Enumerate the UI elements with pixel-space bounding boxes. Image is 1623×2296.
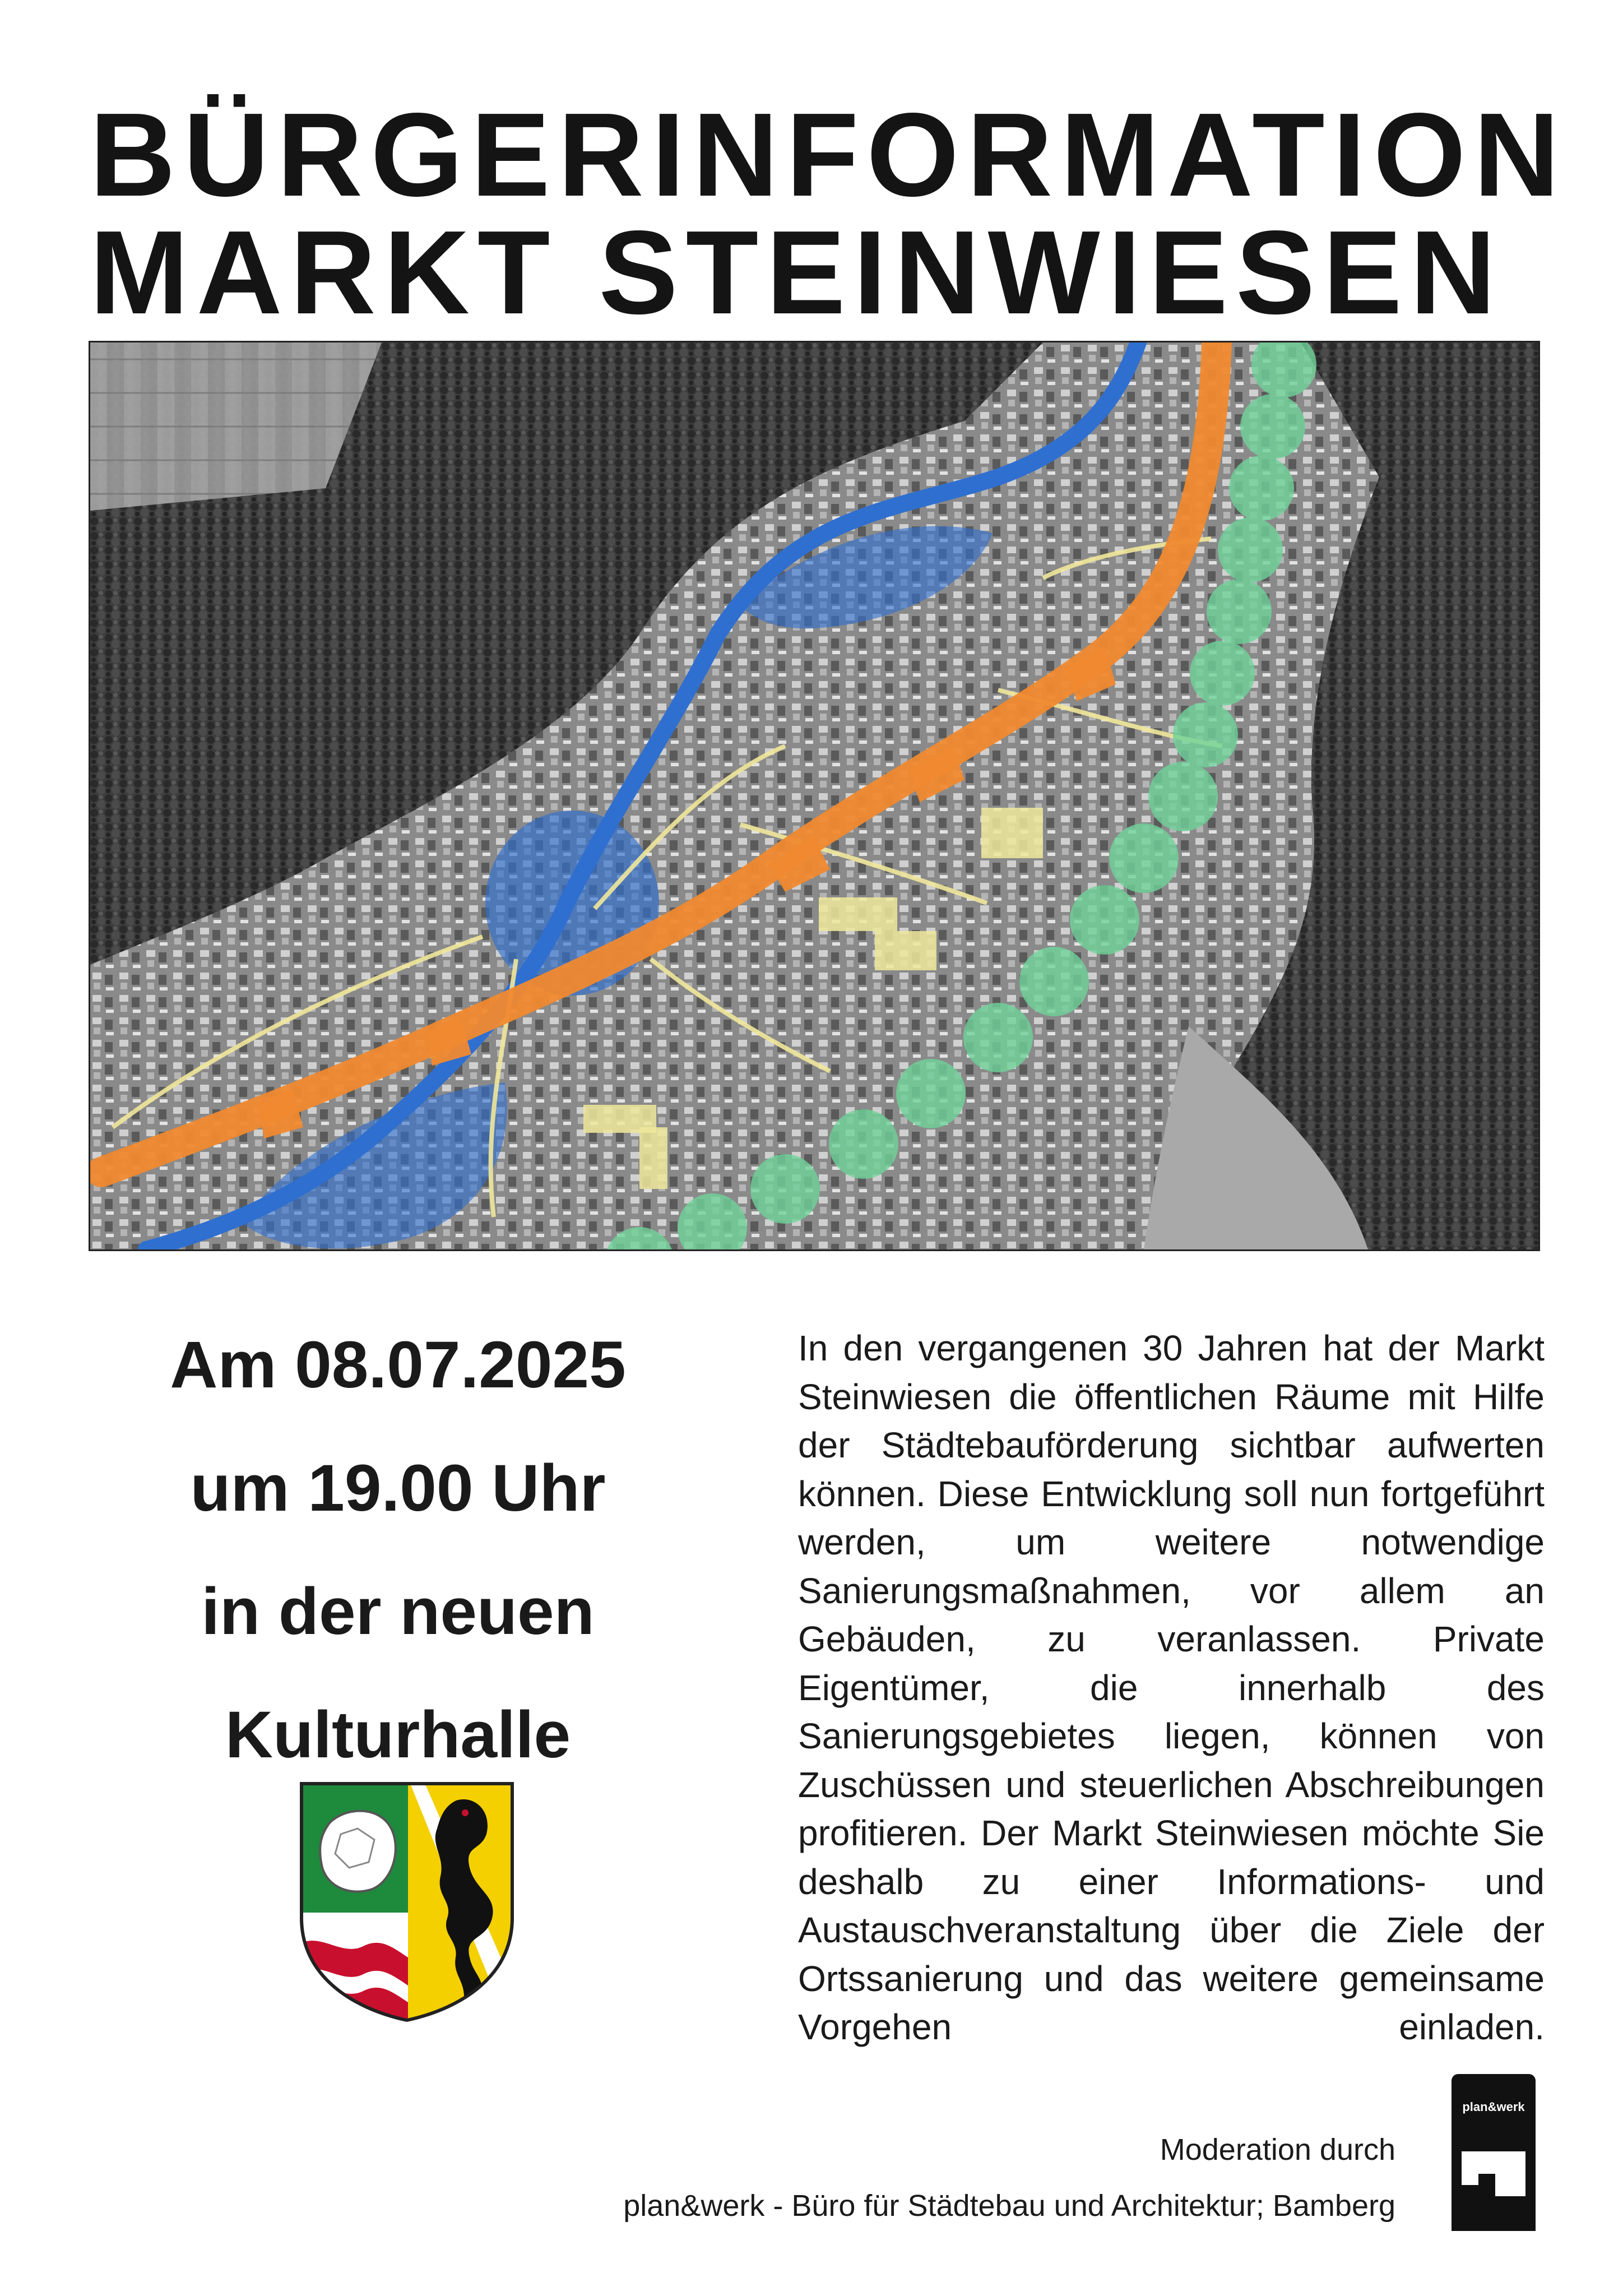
aerial-map: [89, 341, 1540, 1251]
aerial-map-icon: [90, 342, 1538, 1249]
event-hall: Kulturhalle: [225, 1698, 571, 1772]
municipal-coat-of-arms-icon: [296, 1778, 518, 2025]
title-line-2: MARKT STEINWIESEN: [90, 206, 1504, 339]
event-time: um 19.00 Uhr: [190, 1451, 606, 1525]
logo-text: plan&werk: [1462, 2100, 1525, 2114]
office-credit: plan&werk - Büro für Städtebau und Architektur; Bamberg: [623, 2189, 1395, 2223]
moderation-label: Moderation durch: [1160, 2133, 1395, 2167]
planwerk-logo-icon: [1452, 2074, 1536, 2231]
event-date: Am 08.07.2025: [170, 1328, 626, 1402]
body-paragraph: In den vergangenen 30 Jahren hat der Markt Steinwiesen die öffentlichen Räume mit Hilfe der Städtebauförderung sichtbar aufwerten können. Diese Entwicklung soll nun fortgeführt werden, um weitere notwendige Sanierungsmaßnahmen, vor allem an Gebäuden, zu veranlassen. Private Eigentümer, die innerhalb des Sanierungsgebietes liegen, können von Zuschüssen und steuerlichen Abschreibungen profitieren. Der Markt Steinwiesen möchte Sie deshalb zu einer Informations- und Austauschveranstaltung über die Ziele der Ortssanierung und das weitere gemeinsame Vorgehen einladen.: [798, 1328, 1545, 2047]
event-place: in der neuen: [201, 1575, 595, 1649]
title-line-1: BÜRGERINFORMATION: [90, 88, 1568, 221]
